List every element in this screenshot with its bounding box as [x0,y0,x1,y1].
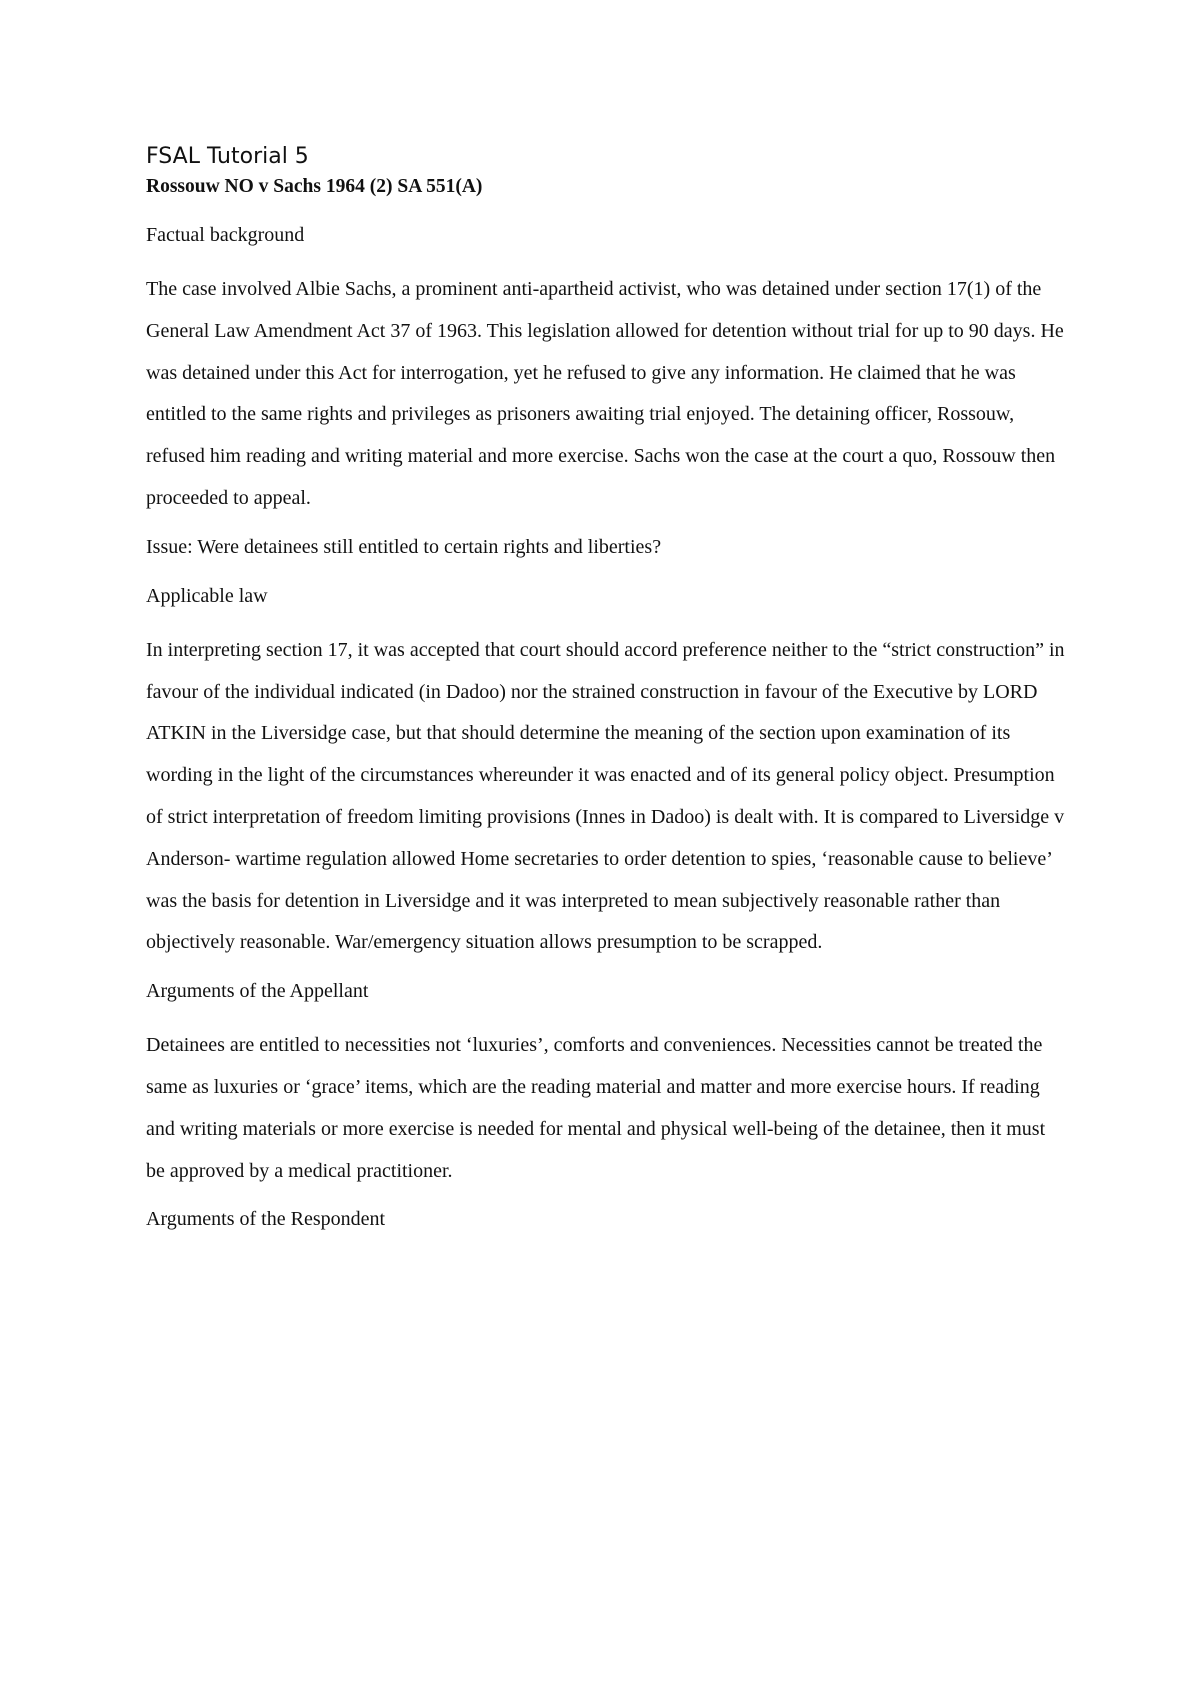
section-heading: Applicable law [146,584,268,607]
section-issue [146,532,1066,562]
section-arguments-respondent [146,1204,1066,1234]
section-factual-background [146,220,1066,520]
document-page [146,140,1066,1253]
section-heading: Issue: Were detainees still entitled to certain rights and liberties? [146,535,662,558]
section-heading: Arguments of the Respondent [146,1208,386,1231]
document-title: FSAL Tutorial 5 [146,144,309,169]
section-applicable-law [146,581,1066,964]
case-citation: Rossouw NO v Sachs 1964 (2) SA 551(A) [146,176,483,197]
section-body: Detainees are entitled to necessities not ‘luxuries’, comforts and conveniences. Necessities cannot be treated the same as luxuries or ‘grace’ items, which are the reading material and matter and more exercise hours. If reading and writing materials or more exercise is needed for mental and physical well-being of the detainee, then it must be approved by a medical practitioner. [146,1034,1046,1182]
section-heading: Arguments of the Appellant [146,980,369,1003]
section-body: In interpreting section 17, it was accepted that court should accord preference neither to the “strict construction” in favour of the individual indicated (in Dadoo) nor the strained construction in favour of the Executive by LORD ATKIN in the Liversidge case, but that should determine the meaning of the section upon examination of its wording in the light of the circumstances whereunder it was enacted and of its general policy object. Presumption of strict interpretation of freedom limiting provisions (Innes in Dadoo) is dealt with. It is compared to Liversidge v Anderson- wartime regulation allowed Home secretaries to order detention to spies, ‘reasonable cause to believe’ was the basis for detention in Liversidge and it was interpreted to mean subjectively reasonable rather than objectively reasonable. War/emergency situation allows presumption to be scrapped. [146,638,1065,954]
section-heading: Factual background [146,224,305,246]
section-arguments-appellant [146,976,1066,1192]
section-body: The case involved Albie Sachs, a prominent anti-apartheid activist, who was detained under section 17(1) of the General Law Amendment Act 37 of 1963. This legislation allowed for detention without trial for up to 90 days. He was detained under this Act for interrogation, yet he refused to give any information. He claimed that he was entitled to the same rights and privileges as prisoners awaiting trial enjoyed. The detaining officer, Rossouw, refused him reading and writing material and more exercise. Sachs won the case at the court a quo, Rossouw then proceeded to appeal. [146,278,1064,509]
